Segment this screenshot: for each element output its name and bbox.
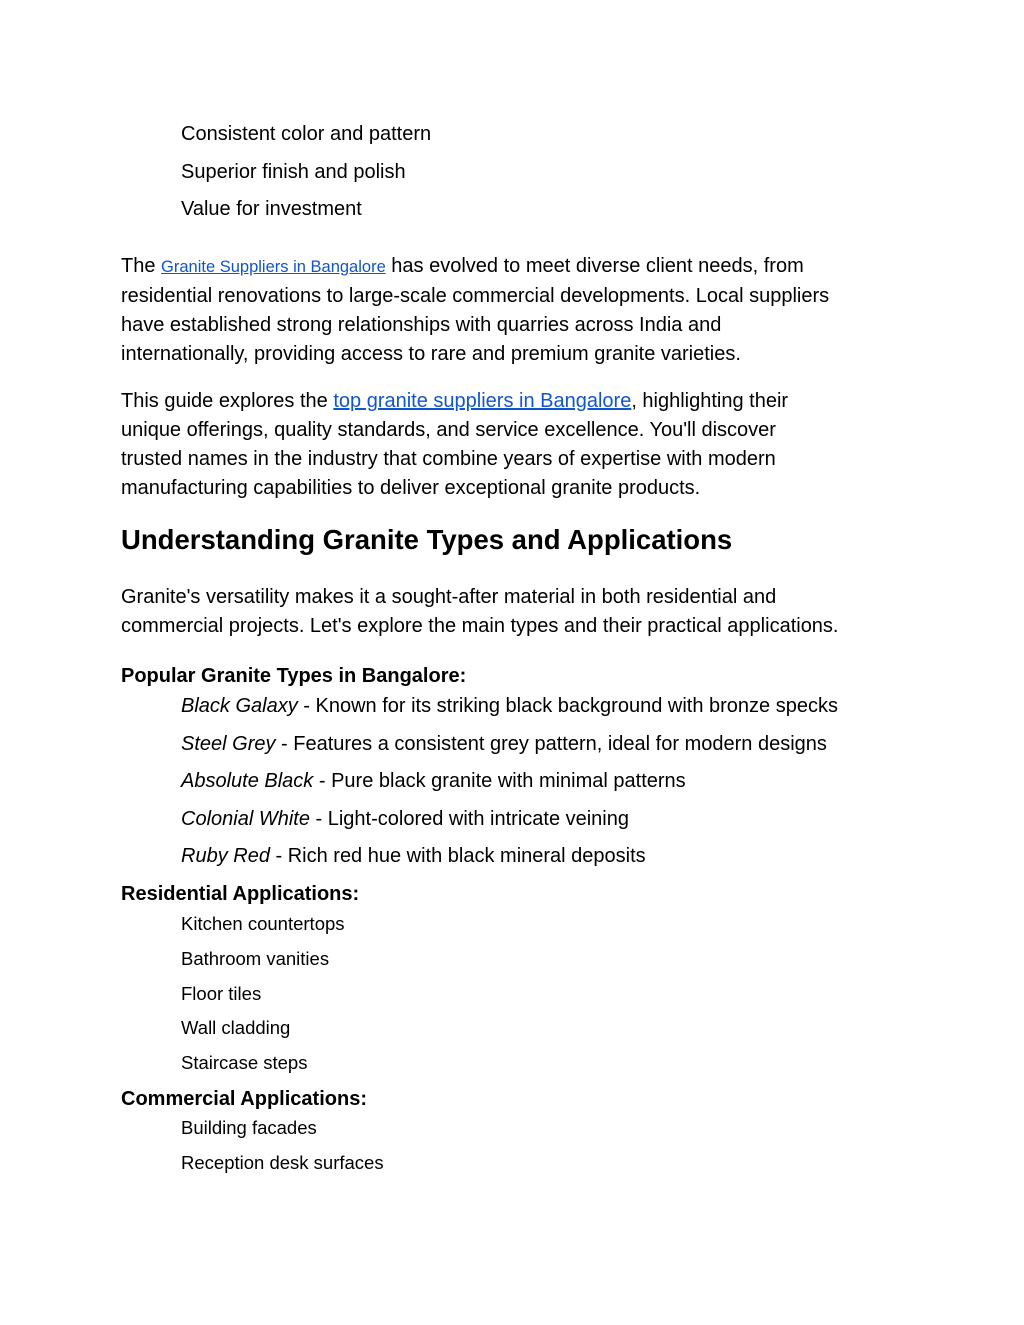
list-item: Building facades: [181, 1117, 317, 1138]
paragraph-line: commercial projects. Let's explore the main types and their practical applications.: [121, 615, 839, 637]
residential-heading: Residential Applications:: [121, 883, 360, 905]
granite-description: - Pure black granite with minimal patterns: [313, 770, 686, 792]
list-item: [181, 732, 827, 756]
list-item: Kitchen countertops: [181, 913, 345, 934]
list-item: Value for investment: [181, 198, 362, 220]
paragraph-versatility: [121, 583, 921, 641]
popular-types-heading: Popular Granite Types in Bangalore:: [121, 665, 467, 687]
granite-description: - Known for its striking black background with bronze specks: [297, 695, 838, 717]
text-span: , highlighting their: [631, 390, 789, 412]
granite-name: Colonial White: [181, 808, 310, 830]
paragraph-line: manufacturing capabilities to deliver exceptional granite products.: [121, 477, 701, 499]
list-item: Staircase steps: [181, 1052, 308, 1073]
granite-description: - Rich red hue with black mineral deposits: [269, 845, 646, 867]
commercial-heading: Commercial Applications:: [121, 1088, 367, 1110]
section-heading: Understanding Granite Types and Applications: [121, 524, 733, 555]
list-item: Consistent color and pattern: [181, 123, 432, 145]
paragraph-line: have established strong relationships with quarries across India and: [121, 314, 722, 336]
paragraph-line: [121, 252, 921, 282]
text-span: The: [121, 255, 162, 277]
text-span: This guide explores the: [121, 390, 334, 412]
list-item: Wall cladding: [181, 1017, 291, 1038]
paragraph-line: residential renovations to large-scale commercial developments. Local suppliers: [121, 285, 830, 307]
list-item: [181, 807, 629, 831]
list-item: Superior finish and polish: [181, 161, 406, 183]
list-item: [181, 844, 646, 868]
list-item: [181, 694, 838, 718]
granite-description: - Light-colored with intricate veining: [309, 808, 629, 830]
list-item: Reception desk surfaces: [181, 1152, 384, 1173]
paragraph-intro: [121, 252, 921, 369]
paragraph-line: trusted names in the industry that combine years of expertise with modern: [121, 448, 776, 470]
paragraph-line: unique offerings, quality standards, and service excellence. You'll discover: [121, 419, 776, 441]
list-item: [181, 769, 686, 793]
paragraph-line: Granite's versatility makes it a sought-after material in both residential and: [121, 586, 777, 608]
paragraph-line: [121, 387, 921, 416]
granite-name: Steel Grey: [181, 733, 276, 755]
granite-name: Absolute Black: [181, 770, 314, 792]
granite-name: Black Galaxy: [181, 695, 298, 717]
text-span: has evolved to meet diverse client needs, from: [385, 255, 804, 277]
list-item: Floor tiles: [181, 983, 262, 1004]
granite-description: - Features a consistent grey pattern, ideal for modern designs: [275, 733, 827, 755]
paragraph-guide: [121, 387, 921, 503]
top-granite-suppliers-link[interactable]: top granite suppliers in Bangalore: [333, 390, 632, 412]
granite-name: Ruby Red: [181, 845, 270, 867]
paragraph-line: internationally, providing access to rare and premium granite varieties.: [121, 343, 741, 365]
granite-suppliers-link[interactable]: Granite Suppliers in Bangalore: [161, 258, 386, 276]
list-item: Bathroom vanities: [181, 948, 330, 969]
